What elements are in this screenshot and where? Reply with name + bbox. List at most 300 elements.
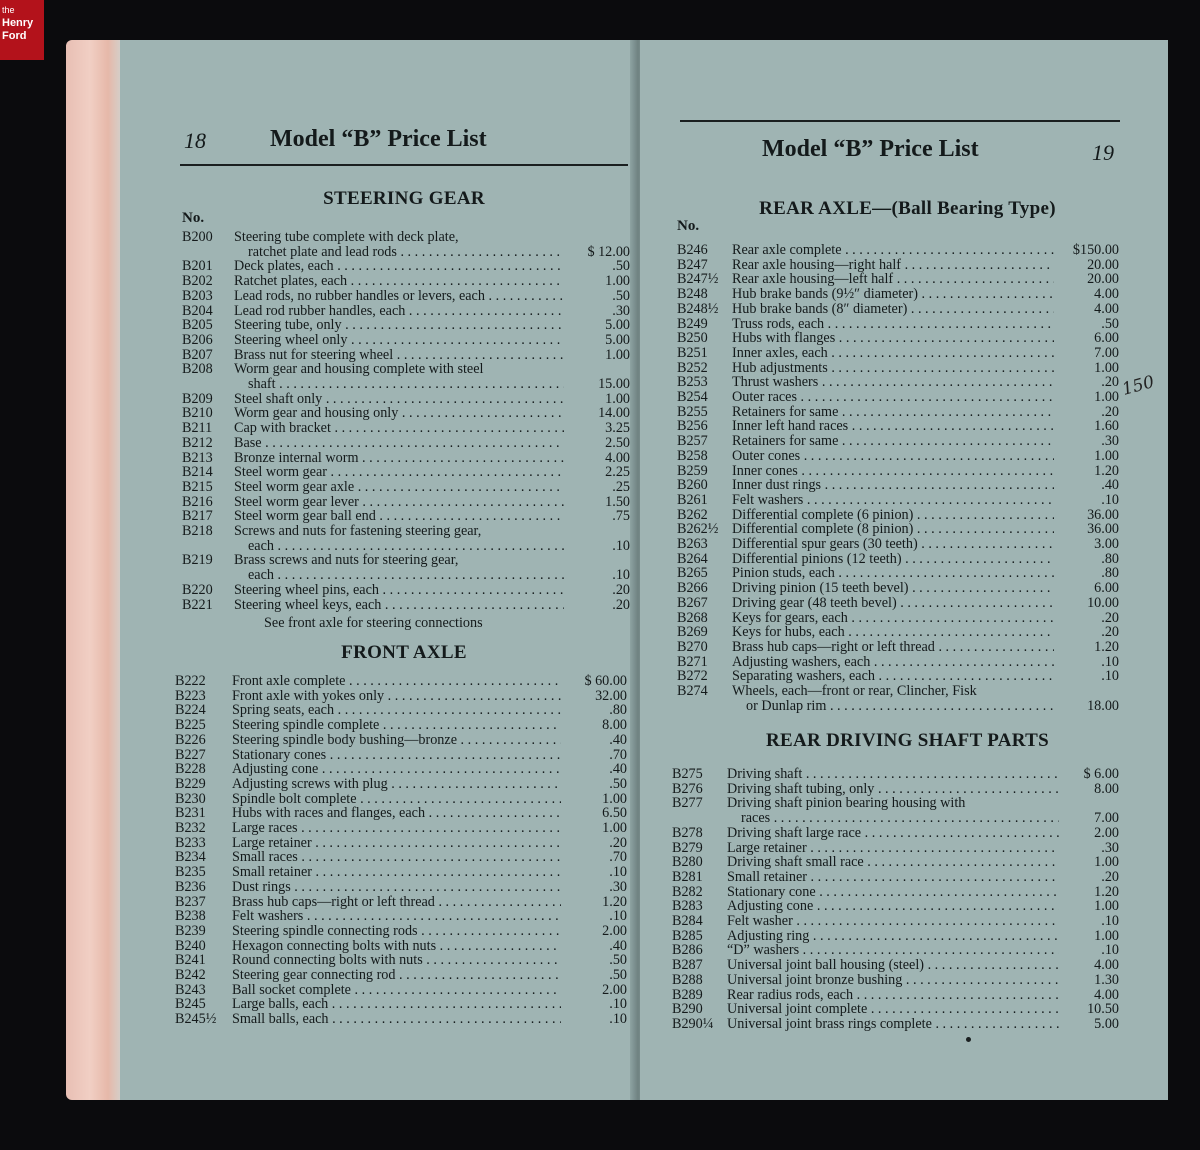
part-description: Worm gear and housing only . . . xyxy=(234,406,564,421)
part-description: Universal joint bronze bushing . . . xyxy=(727,973,1059,988)
part-price: 4.00 xyxy=(1094,957,1119,974)
part-description: Dust rings . . . xyxy=(232,880,561,895)
page-number: 19 xyxy=(1092,140,1114,165)
part-price: .40 xyxy=(1101,477,1119,494)
part-description: ratchet plate and lead rods . . . xyxy=(234,245,564,260)
list-item xyxy=(182,451,630,466)
part-number: B252 xyxy=(677,359,708,376)
part-number: B274 xyxy=(677,683,708,699)
list-item xyxy=(672,988,1119,1003)
list-item xyxy=(677,611,1119,626)
part-price: 1.00 xyxy=(605,273,630,290)
part-description: Small balls, each . . . xyxy=(232,1012,561,1027)
part-description: Large retainer . . . xyxy=(232,836,561,851)
list-item xyxy=(175,939,627,954)
part-number: B235 xyxy=(175,864,206,881)
list-item xyxy=(182,509,630,524)
list-item xyxy=(182,495,630,510)
part-number: B242 xyxy=(175,967,206,983)
part-price: 1.00 xyxy=(602,790,627,807)
part-price: 3.00 xyxy=(1094,536,1119,552)
part-description: Hub brake bands (8″ diameter) . . . xyxy=(732,302,1054,317)
part-number: B238 xyxy=(175,908,206,925)
part-description: Small retainer . . . xyxy=(727,870,1059,885)
list-item xyxy=(175,718,627,733)
part-number: B272 xyxy=(677,668,708,685)
steering-note: See front axle for steering connections xyxy=(264,615,483,631)
part-description: Hubs with flanges . . . xyxy=(732,331,1054,346)
part-number: B217 xyxy=(182,508,213,525)
list-item xyxy=(175,836,627,851)
list-item xyxy=(182,318,630,333)
header-rule xyxy=(680,120,1120,122)
part-description: Separating washers, each . . . xyxy=(732,669,1054,684)
part-price: .75 xyxy=(612,508,630,525)
handwritten-correction: 150 xyxy=(1119,372,1157,400)
list-item xyxy=(182,421,630,436)
part-price: .50 xyxy=(1101,315,1119,332)
part-number: B221 xyxy=(182,596,213,613)
part-description: Universal joint complete . . . xyxy=(727,1002,1059,1017)
list-item xyxy=(677,566,1119,581)
part-number: B281 xyxy=(672,868,703,885)
list-item xyxy=(677,419,1119,434)
list-item xyxy=(672,929,1119,944)
list-item xyxy=(677,243,1119,258)
part-price: .70 xyxy=(609,746,627,763)
part-number: B276 xyxy=(672,780,703,797)
part-description: Differential complete (8 pinion) . . . xyxy=(732,522,1054,537)
part-description: Brass hub caps—right or left thread . . . xyxy=(732,640,1054,655)
list-item xyxy=(175,777,627,792)
part-price: 7.00 xyxy=(1094,810,1119,827)
list-item xyxy=(677,522,1119,537)
part-description: Cap with bracket . . . xyxy=(234,421,564,436)
list-item xyxy=(677,287,1119,302)
part-number: B236 xyxy=(175,878,206,895)
part-description: Screws and nuts for fastening steering gear, xyxy=(234,524,482,539)
list-item xyxy=(182,524,630,539)
part-description: Large retainer . . . xyxy=(727,841,1059,856)
list-item xyxy=(677,684,1119,699)
part-description: races . . . xyxy=(727,811,1059,826)
no-label: No. xyxy=(182,210,205,226)
part-number: B288 xyxy=(672,971,703,988)
part-number: B216 xyxy=(182,493,213,510)
part-description: Large balls, each . . . xyxy=(232,997,561,1012)
list-item xyxy=(182,274,630,289)
part-description: Differential complete (6 pinion) . . . xyxy=(732,508,1054,523)
list-item xyxy=(182,480,630,495)
left-page xyxy=(120,40,638,1100)
part-number: B259 xyxy=(677,462,708,479)
part-number: B267 xyxy=(677,594,708,611)
part-description: Felt washers . . . xyxy=(732,493,1054,508)
part-number: B212 xyxy=(182,434,213,451)
list-item xyxy=(677,258,1119,273)
list-item xyxy=(175,762,627,777)
section-title-steering-gear: STEERING GEAR xyxy=(323,188,485,209)
part-number: B268 xyxy=(677,609,708,626)
part-price: 1.00 xyxy=(605,346,630,363)
list-item xyxy=(677,669,1119,684)
part-number: B233 xyxy=(175,834,206,851)
part-number: B282 xyxy=(672,883,703,900)
part-price: 1.20 xyxy=(1094,638,1119,655)
part-price: 8.00 xyxy=(1094,780,1119,797)
list-item xyxy=(175,733,627,748)
part-price: 2.25 xyxy=(605,464,630,481)
part-price: .70 xyxy=(609,849,627,866)
part-number: B256 xyxy=(677,418,708,435)
part-description: Deck plates, each . . . xyxy=(234,259,564,274)
part-number: B203 xyxy=(182,287,213,304)
list-item xyxy=(677,331,1119,346)
part-price: 1.30 xyxy=(1094,971,1119,988)
part-number: B250 xyxy=(677,330,708,347)
part-description: Inner left hand races . . . xyxy=(732,419,1054,434)
part-price: .10 xyxy=(1101,653,1119,670)
part-price: 10.00 xyxy=(1087,594,1119,611)
part-price: 4.00 xyxy=(605,449,630,466)
part-description: Differential pinions (12 teeth) . . . xyxy=(732,552,1054,567)
part-description: Inner axles, each . . . xyxy=(732,346,1054,361)
part-description: Small races . . . xyxy=(232,850,561,865)
part-price: .30 xyxy=(1101,433,1119,450)
part-description: Adjusting ring . . . xyxy=(727,929,1059,944)
list-item xyxy=(677,596,1119,611)
part-price: 1.00 xyxy=(1094,927,1119,944)
part-number: B290 xyxy=(672,1001,703,1018)
part-price: 1.00 xyxy=(605,390,630,407)
page-edges xyxy=(66,40,126,1100)
part-number: B269 xyxy=(677,624,708,641)
part-number: B227 xyxy=(175,746,206,763)
part-price: 7.00 xyxy=(1094,344,1119,361)
part-description: Inner cones . . . xyxy=(732,464,1054,479)
part-number: B275 xyxy=(672,766,703,782)
part-number: B225 xyxy=(175,717,206,734)
part-price: 4.00 xyxy=(1094,300,1119,317)
bullet-mark xyxy=(966,1037,971,1042)
part-price: 1.20 xyxy=(1094,883,1119,900)
part-price: .20 xyxy=(1101,868,1119,885)
part-description: Steel shaft only . . . xyxy=(234,392,564,407)
part-price: .10 xyxy=(1101,491,1119,508)
list-item xyxy=(677,537,1119,552)
part-description: Rear axle complete . . . xyxy=(732,243,1054,258)
list-item xyxy=(677,317,1119,332)
part-price: .20 xyxy=(609,834,627,851)
part-price: .10 xyxy=(609,864,627,881)
list-item xyxy=(182,230,630,245)
list-item xyxy=(677,508,1119,523)
part-description: Driving shaft pinion bearing housing with xyxy=(727,796,966,812)
list-item xyxy=(182,259,630,274)
part-number: B279 xyxy=(672,839,703,856)
list-item xyxy=(677,375,1119,390)
henry-ford-logo: the Henry Ford xyxy=(0,0,44,60)
list-item xyxy=(175,1012,627,1027)
part-description: Retainers for same . . . xyxy=(732,434,1054,449)
part-number: B237 xyxy=(175,893,206,910)
part-number: B264 xyxy=(677,550,708,567)
part-price: 18.00 xyxy=(1087,697,1119,714)
part-number: B228 xyxy=(175,761,206,778)
part-price: 1.50 xyxy=(605,493,630,510)
part-price: .40 xyxy=(609,761,627,778)
part-description: Retainers for same . . . xyxy=(732,405,1054,420)
part-number: B222 xyxy=(175,673,206,689)
part-number: B220 xyxy=(182,581,213,598)
list-item xyxy=(677,405,1119,420)
part-price: 32.00 xyxy=(595,687,627,704)
part-price: .40 xyxy=(609,731,627,748)
list-item xyxy=(182,553,630,568)
part-description: Rear axle housing—right half . . . xyxy=(732,258,1054,273)
part-number: B285 xyxy=(672,927,703,944)
list-item xyxy=(677,302,1119,317)
list-item xyxy=(175,997,627,1012)
part-description: Stationary cones . . . xyxy=(232,748,561,763)
part-price: 20.00 xyxy=(1087,271,1119,288)
list-item xyxy=(672,958,1119,973)
part-number: B266 xyxy=(677,580,708,597)
part-price: 14.00 xyxy=(598,405,630,422)
list-item xyxy=(182,568,630,583)
part-price: 1.00 xyxy=(1094,359,1119,376)
list-item xyxy=(672,1017,1119,1032)
part-number: B219 xyxy=(182,552,213,569)
part-number: B251 xyxy=(677,344,708,361)
part-price: 2.50 xyxy=(605,434,630,451)
part-description: Front axle complete . . . xyxy=(232,674,561,689)
part-description: Brass nut for steering wheel . . . xyxy=(234,348,564,363)
part-description: Steel worm gear lever . . . xyxy=(234,495,564,510)
part-price: .10 xyxy=(612,537,630,554)
part-price: .50 xyxy=(612,258,630,275)
list-item xyxy=(175,792,627,807)
part-price: .10 xyxy=(1101,668,1119,685)
part-description: Felt washer . . . xyxy=(727,914,1059,929)
part-number: B218 xyxy=(182,523,213,539)
part-number: B271 xyxy=(677,653,708,670)
part-description: Brass hub caps—right or left thread . . . xyxy=(232,895,561,910)
part-description: Spindle bolt complete . . . xyxy=(232,792,561,807)
list-item xyxy=(677,464,1119,479)
part-description: Brass screws and nuts for steering gear, xyxy=(234,553,459,569)
part-description: Truss rods, each . . . xyxy=(732,317,1054,332)
part-description: Hexagon connecting bolts with nuts . . . xyxy=(232,939,561,954)
list-item xyxy=(182,436,630,451)
part-price: 5.00 xyxy=(1094,1015,1119,1032)
part-description: or Dunlap rim . . . xyxy=(732,699,1054,714)
part-price: .20 xyxy=(1101,624,1119,641)
part-price: 36.00 xyxy=(1087,506,1119,523)
list-item xyxy=(182,362,630,377)
list-item xyxy=(672,826,1119,841)
part-number: B232 xyxy=(175,820,206,836)
part-description: Steering tube complete with deck plate, xyxy=(234,230,459,245)
list-item xyxy=(672,914,1119,929)
part-description: Large races . . . xyxy=(232,821,561,836)
part-number: B210 xyxy=(182,405,213,422)
part-description: Steering spindle connecting rods . . . xyxy=(232,924,561,939)
part-price: 2.00 xyxy=(602,981,627,998)
section-title-rear-driving-shaft: REAR DRIVING SHAFT PARTS xyxy=(766,730,1049,751)
part-description: Steering tube, only . . . xyxy=(234,318,564,333)
part-number: B246 xyxy=(677,242,708,258)
part-price: .80 xyxy=(1101,550,1119,567)
page-number: 18 xyxy=(184,128,206,153)
part-description: Ball socket complete . . . xyxy=(232,983,561,998)
part-price: 6.00 xyxy=(1094,330,1119,347)
part-number: B262 xyxy=(677,506,708,523)
part-number: B287 xyxy=(672,957,703,974)
part-description: Spring seats, each . . . xyxy=(232,703,561,718)
part-description: Steering spindle complete . . . xyxy=(232,718,561,733)
part-description: Front axle with yokes only . . . xyxy=(232,689,561,704)
part-description: Wheels, each—front or rear, Clincher, Fisk xyxy=(732,684,977,699)
part-price: 1.00 xyxy=(1094,447,1119,464)
list-item xyxy=(175,850,627,865)
part-description: Steel worm gear ball end . . . xyxy=(234,509,564,524)
part-price: 36.00 xyxy=(1087,521,1119,538)
part-description: Driving shaft large race . . . xyxy=(727,826,1059,841)
list-item xyxy=(182,598,630,613)
part-number: B257 xyxy=(677,433,708,450)
no-label: No. xyxy=(677,218,700,234)
list-item xyxy=(672,870,1119,885)
part-description: Small retainer . . . xyxy=(232,865,561,880)
part-description: Driving gear (48 teeth bevel) . . . xyxy=(732,596,1054,611)
part-description: Bronze internal worm . . . xyxy=(234,451,564,466)
list-item xyxy=(182,245,630,260)
list-item xyxy=(672,855,1119,870)
part-description: each . . . xyxy=(234,568,564,583)
part-description: Hub adjustments . . . xyxy=(732,361,1054,376)
part-description: Inner dust rings . . . xyxy=(732,478,1054,493)
part-description: Hubs with races and flanges, each . . . xyxy=(232,806,561,821)
section-title-rear-axle: REAR AXLE—(Ball Bearing Type) xyxy=(759,198,1056,219)
part-description: shaft . . . xyxy=(234,377,564,392)
part-price: .30 xyxy=(1101,839,1119,856)
part-price: .10 xyxy=(1101,913,1119,929)
part-number: B255 xyxy=(677,403,708,420)
part-description: Steering gear connecting rod . . . xyxy=(232,968,561,983)
part-price: .30 xyxy=(609,878,627,895)
part-description: Universal joint brass rings complete . . . xyxy=(727,1017,1059,1032)
part-description: Steering wheel only . . . xyxy=(234,333,564,348)
part-number: B214 xyxy=(182,464,213,481)
part-price: 4.00 xyxy=(1094,986,1119,1003)
list-item xyxy=(672,841,1119,856)
part-description: Steering wheel pins, each . . . xyxy=(234,583,564,598)
part-description: Rear axle housing—left half . . . xyxy=(732,272,1054,287)
part-price: 1.00 xyxy=(1094,898,1119,915)
list-item xyxy=(182,465,630,480)
part-number: B260 xyxy=(677,477,708,494)
part-price: .50 xyxy=(612,287,630,304)
list-item xyxy=(182,392,630,407)
part-number: B201 xyxy=(182,258,213,275)
part-price: 6.50 xyxy=(602,805,627,822)
list-item xyxy=(677,699,1119,714)
part-description: Steel worm gear . . . xyxy=(234,465,564,480)
list-item xyxy=(677,493,1119,508)
list-item xyxy=(677,434,1119,449)
part-price: .30 xyxy=(612,302,630,319)
part-number: B263 xyxy=(677,536,708,552)
part-price: $ 6.00 xyxy=(1083,766,1119,782)
part-description: Worm gear and housing complete with steel xyxy=(234,362,484,378)
part-number: B245 xyxy=(175,996,206,1013)
part-number: B270 xyxy=(677,638,708,655)
part-number: B290¼ xyxy=(672,1015,714,1032)
list-item xyxy=(677,552,1119,567)
part-price: .10 xyxy=(1101,942,1119,959)
running-head: Model “B” Price List xyxy=(270,126,487,152)
part-price: .25 xyxy=(612,478,630,495)
part-description: Driving pinion (15 teeth bevel) . . . xyxy=(732,581,1054,596)
part-price: 4.00 xyxy=(1094,286,1119,303)
list-item xyxy=(175,689,627,704)
part-number: B230 xyxy=(175,790,206,807)
part-price: $150.00 xyxy=(1072,242,1119,258)
part-price: 10.50 xyxy=(1087,1001,1119,1018)
part-number: B205 xyxy=(182,317,213,334)
part-number: B239 xyxy=(175,922,206,939)
part-price: .10 xyxy=(609,908,627,925)
part-description: Adjusting washers, each . . . xyxy=(732,655,1054,670)
list-item xyxy=(677,449,1119,464)
part-description: Steering wheel keys, each . . . xyxy=(234,598,564,613)
part-number: B208 xyxy=(182,361,213,378)
list-item xyxy=(175,806,627,821)
part-number: B247 xyxy=(677,256,708,273)
part-number: B248½ xyxy=(677,300,719,317)
list-item xyxy=(182,304,630,319)
part-description: Base . . . xyxy=(234,436,564,451)
list-item xyxy=(175,953,627,968)
list-item xyxy=(175,983,627,998)
part-price: .20 xyxy=(612,581,630,598)
list-item xyxy=(182,377,630,392)
list-item xyxy=(677,478,1119,493)
part-number: B258 xyxy=(677,447,708,464)
running-head: Model “B” Price List xyxy=(762,136,979,162)
list-item xyxy=(672,767,1119,782)
part-price: .10 xyxy=(609,996,627,1013)
part-price: 2.00 xyxy=(602,922,627,939)
list-item xyxy=(672,1002,1119,1017)
part-price: .50 xyxy=(609,775,627,792)
part-description: each . . . xyxy=(234,539,564,554)
part-description: Lead rod rubber handles, each . . . xyxy=(234,304,564,319)
list-item xyxy=(175,909,627,924)
part-number: B265 xyxy=(677,565,708,582)
part-number: B247½ xyxy=(677,271,719,288)
list-item xyxy=(175,865,627,880)
list-item xyxy=(182,406,630,421)
part-price: .20 xyxy=(1101,374,1119,391)
part-number: B224 xyxy=(175,702,206,719)
list-item xyxy=(672,782,1119,797)
part-price: 2.00 xyxy=(1094,824,1119,841)
part-number: B234 xyxy=(175,849,206,866)
part-description: Differential spur gears (30 teeth) . . . xyxy=(732,537,1054,552)
part-number: B207 xyxy=(182,346,213,363)
